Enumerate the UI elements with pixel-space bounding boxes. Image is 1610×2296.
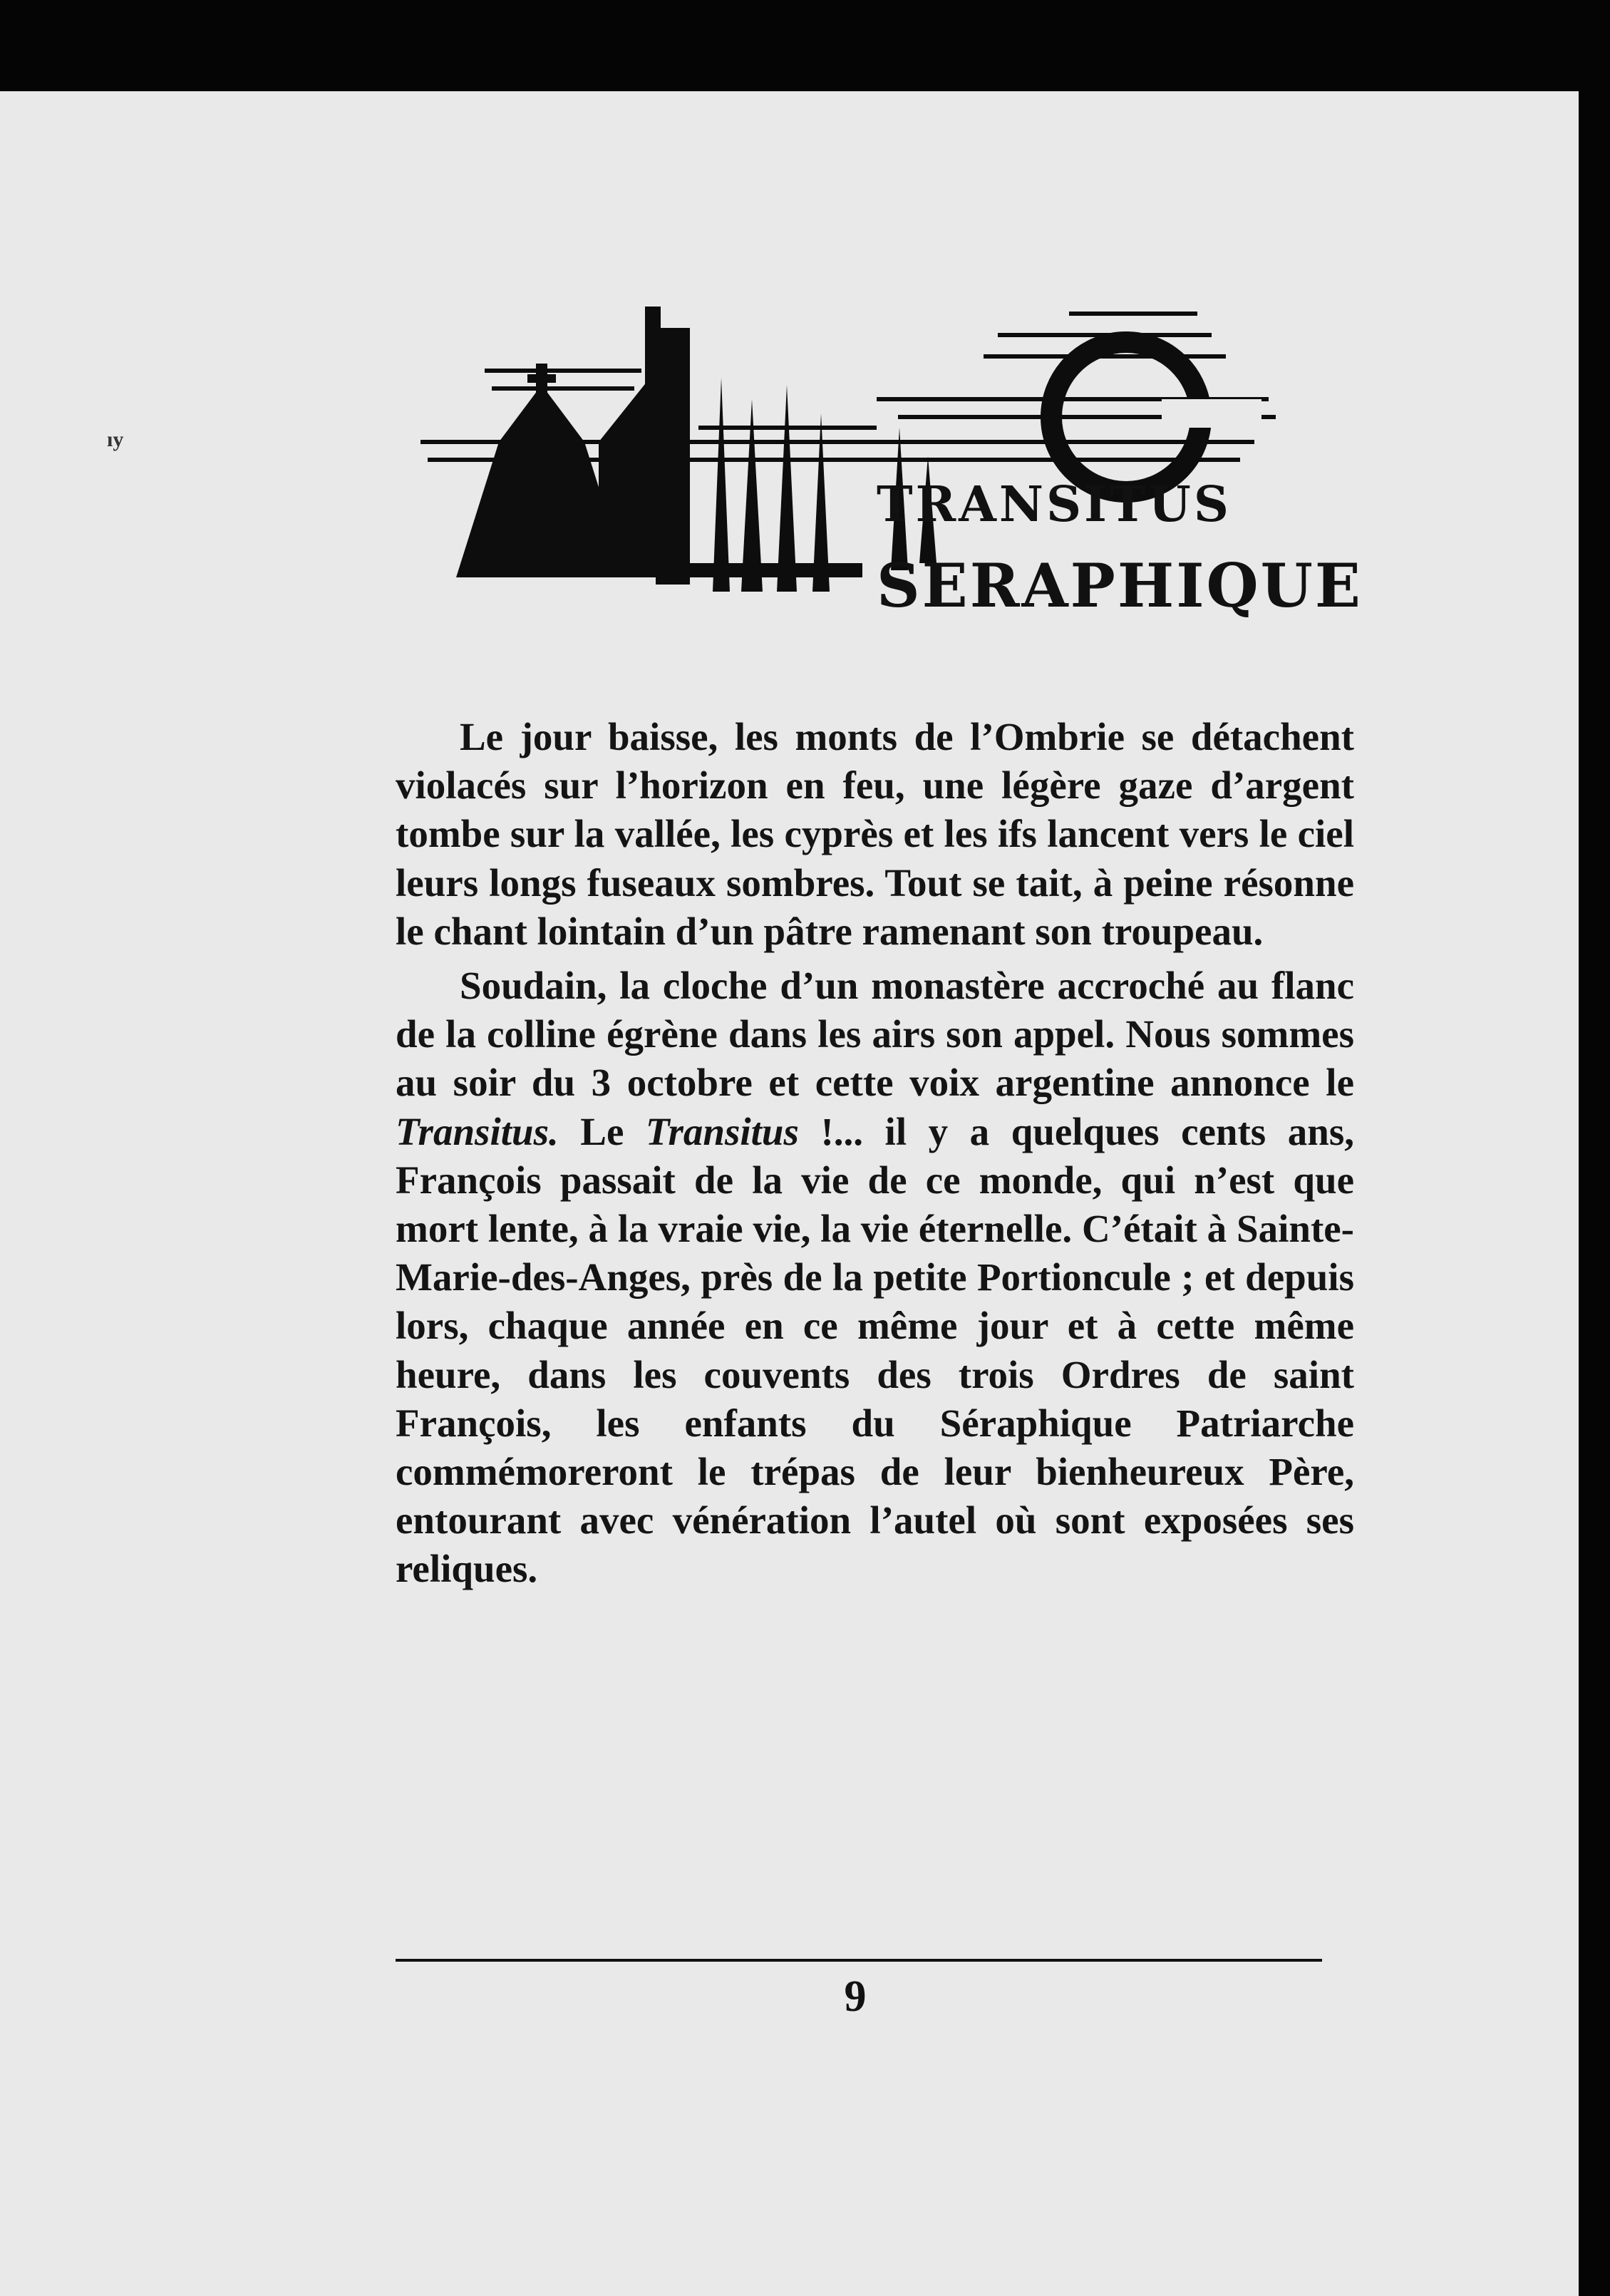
paragraph-2-italic-2: Transitus xyxy=(645,1109,799,1153)
page-number: 9 xyxy=(844,1972,867,2021)
heading-line-2: SERAPHIQUE xyxy=(877,550,1363,621)
paragraph-2-italic-1: Transitus. xyxy=(396,1109,559,1153)
paragraph-2-part-2: Le xyxy=(558,1109,646,1153)
body-text xyxy=(396,713,1354,1594)
margin-mark: ıy xyxy=(107,428,124,451)
chapter-heading xyxy=(877,476,1376,626)
paragraph-2-part-1: Soudain, la cloche d’un monastère accroché au flanc de la colline égrène dans les airs son appel. Nous sommes au soir du 3 octobre et cette voix argentine annonce le xyxy=(396,964,1354,1105)
paragraph-1: Le jour baisse, les monts de l’Ombrie se détachent violacés sur l’horizon en feu, une légère gaze d’argent tombe sur la vallée, les cyprès et les ifs lancent vers le ciel leurs longs fuseaux sombres. Tout se tait, à peine résonne le chant lointain d’un pâtre ramenant son troupeau. xyxy=(396,715,1354,953)
footer-rule xyxy=(396,1959,1322,1962)
paragraph-2 xyxy=(396,962,1354,1594)
heading-line-1: TRANSITUS xyxy=(877,476,1232,533)
paragraph-2-part-3: !... il y a quelques cents ans, François passait de la vie de ce monde, qui n’est que mort lente, à la vraie vie, la vie éternelle. C’était à Sainte-Marie-des-Anges, près de la petite Portioncule ; et depuis lors, chaque année en ce même jour et à cette même heure, dans les couvents des trois Ordres de saint François, les enfants du Séraphique Patriarche commémoreront le trépas de leur bienheureux Père, entourant avec vénération l’autel où sont exposées ses reliques. xyxy=(396,1109,1354,1591)
